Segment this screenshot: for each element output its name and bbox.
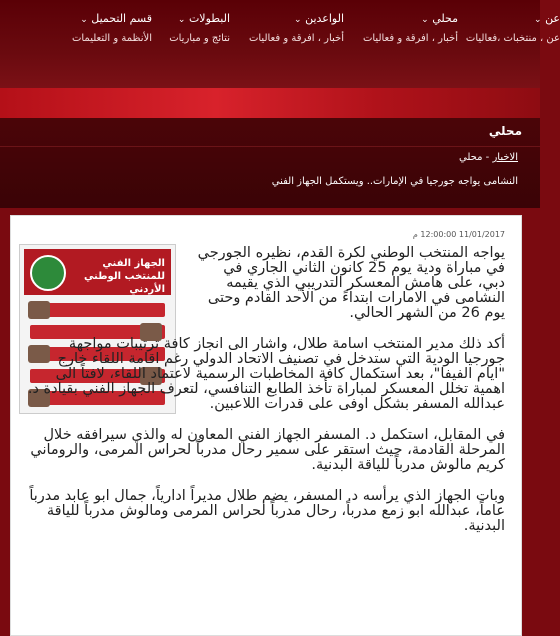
image-title: الجهاز الفني للمنتخب الوطني الأردني (83, 258, 165, 295)
chevron-down-icon: ⌄ (177, 15, 186, 25)
nav-item-label: الواعدين (305, 12, 344, 25)
nav-item-about[interactable] (466, 12, 560, 44)
divider (0, 146, 540, 147)
nav-item-sub[interactable]: الأنظمة و التعليمات (71, 33, 152, 44)
chevron-down-icon: ⌄ (534, 15, 542, 25)
breadcrumb-news-link[interactable]: الاخبار (492, 152, 518, 163)
nav-item-label: البطولات (188, 12, 230, 25)
article-date: 11/01/2017 12:00:00 م (412, 230, 505, 239)
chevron-down-icon: ⌄ (294, 15, 302, 25)
chevron-down-icon: ⌄ (80, 15, 88, 25)
article-paragraph: وبات الجهاز الذي يرأسه د. المسفر، يضم طلال مديراً ادارياً، جمال ابو عابد مدرباً عاماً، عبدالله ابو زمع مدرباً، رحال مدرباً لحراس المرمى ومالوش مدرباً للياقة البدنية. (29, 488, 505, 534)
nav-item-downloads[interactable] (72, 12, 152, 44)
article-body (25, 246, 505, 550)
nav-item-tournaments[interactable] (169, 12, 230, 44)
nav-item-sub[interactable]: نتائج و مباريات (169, 33, 230, 44)
article-paragraph: في المقابل، استكمل د. المسفر الجهاز الفني المعاون له والذي سيرافقه خلال المرحلة القادمة، حيث استقر على سمير رحال مدرباً لحراس المرمى، والروماني كريم مالوش مدرباً للياقة البدنية. (30, 427, 505, 473)
nav-item-label: محلي (432, 12, 458, 25)
section-header (0, 118, 540, 208)
top-navigation (0, 0, 560, 88)
section-title: محلي (488, 124, 522, 138)
nav-item-promising[interactable] (249, 12, 344, 44)
nav-item-label: قسم التحميل (91, 12, 152, 25)
article-title: النشامى يواجه جورجيا في الإمارات.. ويستكمل الجهاز الفني (271, 176, 518, 187)
decorative-band (0, 88, 540, 118)
breadcrumb-current: - محلي (459, 152, 490, 163)
chevron-down-icon: ⌄ (421, 15, 429, 25)
article-paragraph: يواجه المنتخب الوطني لكرة القدم، نظيره الجورجي في مباراة ودية يوم 25 كانون الثاني الجاري في دبي، على هامش المعسكر التدريبي الذي يقيمه النشامى في الامارات ابتداءً من الأحد القادم وحتى يوم 26 من الشهر الحالي. (197, 245, 505, 321)
nav-item-label: عن (545, 12, 560, 25)
article-paragraph: أكد ذلك مدير المنتخب اسامة طلال، واشار الى انجاز كافة ترتيبات مواجهة جورجيا الودية التي ستدخل في تصنيف الاتحاد الدولي رغم اقامة اللقاء خارج "ايام الفيفا"، بعد استكمال كافة المخاطبات الرسمية لاعتماد اللقاء، لافتاً الى اهمية تخلل المعسكر لمباراة تأخذ الطابع التنافسي، لتعرف الجهاز الفني بقيادة د. عبدالله المسفر بشكل اوفى على قدرات اللاعبين. (27, 336, 505, 412)
nav-item-sub[interactable]: عن ، منتخبات ،فعاليات (465, 33, 560, 44)
nav-item-local[interactable] (363, 12, 458, 44)
breadcrumb (459, 152, 518, 163)
article-panel (10, 215, 522, 636)
nav-item-sub[interactable]: أخبار ، افرقة و فعاليات (248, 33, 344, 44)
nav-item-sub[interactable]: أخبار ، افرقة و فعاليات (362, 33, 458, 44)
